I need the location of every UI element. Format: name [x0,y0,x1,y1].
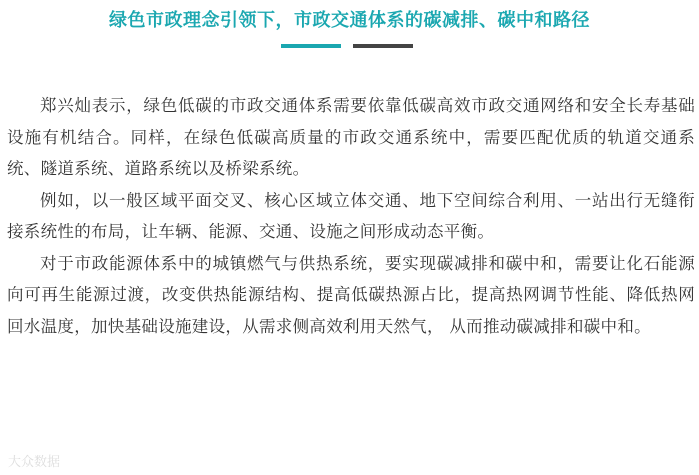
headline-underline-accent [281,44,341,48]
article-body [7,90,695,342]
paragraph-3: 对于市政能源体系中的城镇燃气与供热系统，要实现碳减排和碳中和，需要让化石能源向可再生能源过渡，改变供热能源结构、提高低碳热源占比，提高热网调节性能、降低热网回水温度，加快基础设施建设，从需求侧高效利用天然气， 从而推动碳减排和碳中和。 [7,253,695,336]
watermark-text: 大众数据 [8,455,61,470]
headline-underline-dark [353,44,413,48]
section-headline: 绿色市政理念引领下，市政交通体系的碳减排、碳中和路径 [109,10,590,31]
paragraph-2: 例如，以一般区域平面交叉、核心区域立体交通、地下空间综合利用、一站出行无缝衔接系统性的布局，让车辆、能源、交通、设施之间形成动态平衡。 [7,190,695,241]
paragraph-1: 郑兴灿表示，绿色低碳的市政交通体系需要依靠低碳高效市政交通网络和安全长寿基础设施有机结合。同样，在绿色低碳高质量的市政交通系统中，需要匹配优质的轨道交通系统、隧道系统、道路系统以及桥梁系统。 [7,96,695,178]
